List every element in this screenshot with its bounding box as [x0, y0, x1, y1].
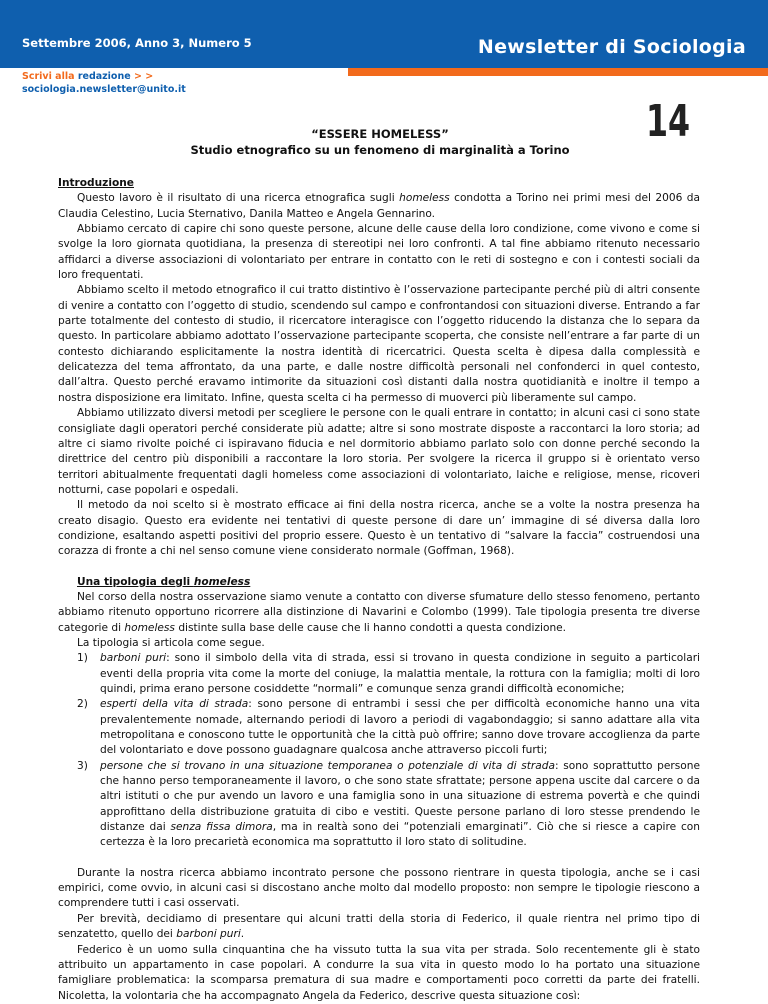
typology-heading-text: Una tipologia degli [77, 575, 194, 588]
spacer [58, 851, 700, 866]
typology-p1-text-b: distinte sulla base delle cause che li hanno condotti a questa condizione. [174, 621, 567, 634]
orange-accent-bar [348, 68, 768, 76]
typology-heading [58, 575, 700, 590]
email-link[interactable]: sociologia.newsletter@unito.it [22, 84, 186, 95]
typology-paragraph-2: La tipologia si articola come segue. [77, 636, 265, 649]
intro-paragraph-5: Il metodo da noi scelto si è mostrato efficace ai fini della nostra ricerca, anche se a volte la nostra presenza ha creato disagio. Questo era evidente nei tentativi di queste persone di dare un’ immagine di sé diversa dalla loro condizione, esaltando aspetti positivi del proprio essere. Questo è un tentativo di “salvare la faccia” costruendosi una corazza di fronte a chi nel senso comune viene considerato normale (Goffman, 1968). [58, 499, 700, 558]
redazione-link[interactable]: redazione [77, 71, 131, 82]
newsletter-header [0, 0, 768, 68]
intro-p1-text-b: condotta a Torino nei primi mesi del 2006 da Claudia Celestino, Lucia Sternativo, Danila Matteo e Angela Gennarino. [58, 192, 701, 220]
list-item [58, 651, 700, 697]
closing-p2-em: barboni puri [176, 928, 241, 941]
contact-arrows: > > [130, 71, 154, 82]
closing-p2-text-a: Per brevità, decidiamo di presentare qui alcuni tratti della storia di Federico, il quale rientra nel primo tipo di senzatetto, quello dei [58, 912, 700, 941]
closing-p2-text-b: . [240, 928, 245, 941]
newsletter-title: Newsletter di Sociologia [477, 36, 746, 58]
list-text-2: , ma in realtà sono dei “potenziali emarginati”. Ciò che si riesce a capire con certezza è la loro precarietà economica ma soprattutto il loro stato di solitudine. [100, 821, 700, 849]
closing-paragraph-2 [58, 912, 700, 943]
list-number: 2) [77, 698, 88, 711]
spacer [58, 560, 700, 575]
typology-p1-em: homeless [124, 621, 175, 634]
intro-heading: Introduzione [58, 177, 134, 189]
list-term-2: senza fissa dimora [170, 821, 273, 834]
list-text: : sono soprattutto persone che hanno perso temporaneamente il lavoro, o che sono state sfrattate; persone appena uscite dal carcere o da altri istituti o che pur avendo un lavoro e una famiglia sono in una situazione di estrema povertà e che quindi approfittano della distribuzione gratuita di cibo e vestiti. Queste persone parlano di loro stesse prendendo le distanze dai [100, 759, 700, 834]
intro-p1-text-a: Questo lavoro è il risultato di una ricerca etnografica sugli [77, 192, 400, 205]
title-line-1: “ESSERE HOMELESS” [311, 127, 449, 141]
issue-number: 14 [646, 96, 691, 147]
closing-paragraph-1: Durante la nostra ricerca abbiamo incontrato persone che possono rientrare in questa tipologia, anche se i casi empirici, come ovvio, in alcuni casi si discostano anche molto dal modello proposto: non sempre le tipologie riescono a comprendere tutti i casi osservati. [58, 866, 700, 910]
list-item [58, 759, 700, 851]
list-number: 3) [77, 759, 88, 772]
contact-prefix: Scrivi alla [22, 71, 78, 82]
typology-heading-em: homeless [193, 575, 251, 588]
typology-list [58, 651, 700, 850]
list-text: : sono il simbolo della vita di strada, essi si trovano in questa condizione in seguito a particolari eventi della propria vita come la morte del coniuge, la malattia mentale, la rottura con la famiglia; molti di loro quindi, prima erano persone cosiddette “normali” e comunque senza grandi difficoltà economiche; [100, 652, 700, 695]
list-number: 1) [77, 652, 88, 665]
intro-paragraph-1 [58, 191, 700, 222]
intro-p1-em: homeless [399, 192, 450, 205]
article-title [80, 126, 680, 158]
list-item [58, 697, 700, 758]
intro-paragraph-2: Abbiamo cercato di capire chi sono queste persone, alcune delle cause della loro condizione, come vivono e come si svolge la loro giornata quotidiana, la presenza di stereotipi nei loro confronti. A tal fine abbiamo ritenuto necessario affidarci a diverse associazioni di volontariato per entrare in contatto con le reti di sostegno e con i contesti sociali da loro frequentati. [58, 223, 700, 282]
list-term: barboni puri [100, 652, 167, 665]
intro-paragraph-4: Abbiamo utilizzato diversi metodi per scegliere le persone con le quali entrare in contatto; in alcuni casi ci sono state consigliate dagli operatori perché considerate più adatte; altre si sono mostrate disposte a raccontarci la loro storia; ad altre ci siamo rivolte poiché ci ispiravano fiducia e nel dormitorio abbiamo parlato solo con donne perché secondo la direttrice del centro più disponibili a raccontare la loro storia. Per svolgere la ricerca il gruppo si è orientato verso territori abitualmente frequentati dagli homeless come associazioni di volontariato, laiche e religiose, mense, ricoveri notturni, case popolari e ospedali. [58, 407, 700, 496]
list-term: esperti della vita di strada [100, 698, 249, 711]
issue-date: Settembre 2006, Anno 3, Numero 5 [22, 36, 252, 50]
contact-block [22, 70, 186, 96]
list-term: persone che si trovano in una situazione temporanea o potenziale di vita di strada [100, 759, 555, 772]
title-line-2: Studio etnografico su un fenomeno di marginalità a Torino [190, 143, 570, 157]
closing-paragraph-3: Federico è un uomo sulla cinquantina che ha vissuto tutta la sua vita per strada. Solo recentemente gli è stato attribuito un appartamento in case popolari. A condurre la sua vita in questo modo lo ha portato una situazione famigliare problematica: la scomparsa prematura di sua madre e comportamenti poco corretti da parte dei fratelli. Nicoletta, la volontaria che ha accompagnato Angela da Federico, descrive questa situazione così: [58, 943, 700, 1002]
typology-p1-text-a: Nel corso della nostra osservazione siamo venute a contatto con diverse sfumature dello stesso fenomeno, pertanto abbiamo ritenuto opportuno ricorrere alla distinzione di Navarini e Colombo (1999). Tale tipologia presenta tre diverse categorie di [58, 590, 700, 634]
article-body [58, 176, 700, 1004]
typology-paragraph-1 [58, 590, 700, 636]
list-text: : sono persone di entrambi i sessi che per difficoltà economiche hanno una vita prevalentemente nomade, alternando periodi di lavoro a periodi di vagabondaggio; si sanno adattare alla vita metropolitana e conoscono tutte le opportunità che la città può offrire; sanno dove trovare accoglienza da parte del volontariato e dove possono guadagnare qualcosa anche attraverso piccoli furti; [100, 698, 700, 757]
intro-paragraph-3: Abbiamo scelto il metodo etnografico il cui tratto distintivo è l’osservazione partecipante perché più di altri consente di venire a contatto con l’oggetto di studio, scendendo sul campo e confrontandosi con situazioni diverse. Entrando a far parte totalmente del contesto di studio, il ricercatore interagisce con l’oggetto riducendo la distanza che lo separa da questo. In particolare abbiamo adottato l’osservazione partecipante scoperta, che consiste nell’entrare a far parte di un contesto dichiarando esplicitamente la nostra identità di ricercatrici. Questa scelta è dipesa dalla complessità e delicatezza del tema affrontato, da una parte, e dalle nostre difficoltà personali nel confonderci in quel contesto, dall’altra. Questo perché eravamo intimorite da situazioni così distanti dalla nostra quotidianità e inoltre il tempo a nostra disposizione era limitato. Infine, questa scelta ci ha permesso di muoverci più liberamente sul campo. [58, 284, 700, 404]
